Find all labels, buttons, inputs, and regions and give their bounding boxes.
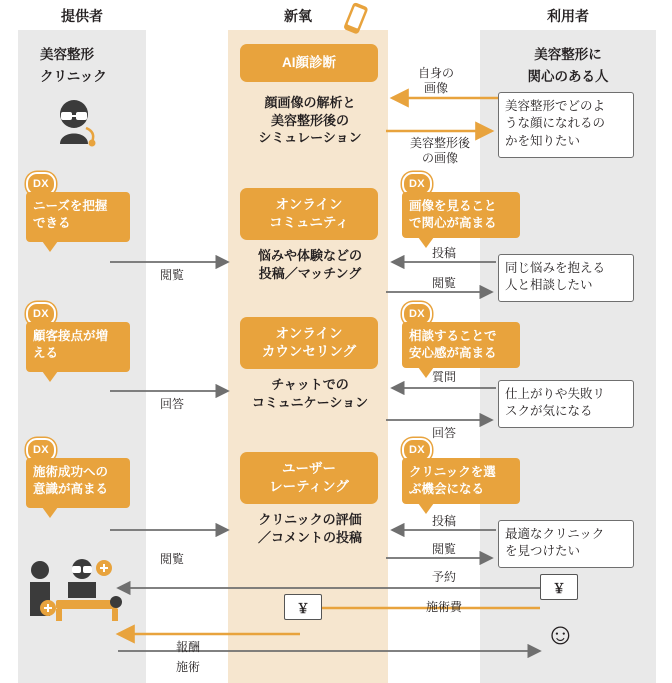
dx-badge-provider-2: DX: [26, 302, 56, 326]
yen-banknote-icon-user: ￥: [540, 574, 578, 600]
service-1-desc: [232, 94, 388, 147]
provider-callout-2-line1: 顧客接点が増: [33, 329, 109, 343]
arrow-label-reward: 報酬: [175, 640, 200, 654]
arrow-label-answer-left: 回答: [159, 397, 184, 411]
service-3-title-line2: カウンセリング: [261, 344, 357, 359]
service-2-desc-line2: 投稿／マッチング: [258, 265, 362, 281]
user-callout-3-line1: クリニックを選: [409, 465, 496, 479]
dx-badge-provider-3: DX: [26, 438, 56, 462]
arrow-label-browse-left-2: 閲覧: [159, 552, 184, 566]
arrow-label-reserve: 予約: [431, 570, 456, 584]
dx-badge-user-2: DX: [402, 302, 432, 326]
service-box-3[interactable]: [240, 317, 378, 369]
provider-callout-1-line2: できる: [33, 216, 71, 231]
provider-callout-2-line2: える: [33, 346, 59, 361]
service-3-desc: [228, 376, 392, 411]
service-box-4[interactable]: [240, 452, 378, 504]
provider-actor-label-line1: 美容整形: [40, 47, 94, 62]
callout-tail: [42, 507, 58, 518]
arrow-label-browse-right-1: 閲覧: [431, 276, 456, 290]
arrow-label-browse-left-1: 閲覧: [159, 268, 184, 282]
column-header-shinyo: 新氧: [284, 8, 312, 24]
user-callout-2[interactable]: [402, 322, 520, 368]
dx-badge-user-3: DX: [402, 438, 432, 462]
service-3-desc-line1: チャットでの: [271, 377, 349, 392]
service-1-desc-line3: シミュレーション: [258, 130, 362, 146]
callout-tail: [42, 241, 58, 252]
arrow-label-after-image-line1: 美容整形後: [409, 136, 470, 150]
arrow-label-self-image: [400, 66, 472, 96]
column-header-provider: 提供者: [61, 8, 103, 24]
callout-tail: [42, 371, 58, 382]
user-callout-1-line1: 画像を見ること: [409, 199, 497, 213]
smiley-face-icon: ☺: [545, 618, 576, 651]
user-box-2-line2: 人と相談したい: [505, 278, 593, 293]
provider-callout-3-line2: 意識が高まる: [33, 482, 109, 497]
provider-callout-2[interactable]: [26, 322, 130, 372]
service-4-desc: [230, 511, 390, 546]
patient-on-bed-icon: [20, 556, 140, 626]
service-3-title-line1: オンライン: [275, 326, 343, 342]
service-1-title: AI顔診断: [282, 55, 336, 71]
column-header-user: 利用者: [547, 8, 589, 24]
service-box-1[interactable]: [240, 44, 378, 82]
service-2-desc: [232, 247, 388, 282]
service-2-title-line1: オンライン: [275, 197, 343, 213]
dx-badge-user-1: DX: [402, 172, 432, 196]
arrow-label-treatment: 施術: [175, 660, 200, 674]
arrow-label-browse-right-2: 閲覧: [431, 542, 456, 556]
arrow-label-after-image-line2: の画像: [421, 151, 458, 165]
service-2-title-line2: コミュニティ: [269, 215, 349, 230]
user-actor-label-line1: 美容整形に: [534, 47, 602, 62]
provider-callout-1-line1: ニーズを把握: [33, 199, 108, 213]
user-box-4-line1: 最適なクリニック: [505, 527, 605, 541]
callout-tail: [418, 503, 434, 514]
arrow-label-after-image: [392, 136, 488, 166]
provider-callout-3[interactable]: [26, 458, 130, 508]
dx-badge-provider-1: DX: [26, 172, 56, 196]
provider-callout-1[interactable]: [26, 192, 130, 242]
service-4-title-line2: レーティング: [269, 479, 349, 494]
arrow-label-post-1: 投稿: [431, 246, 456, 260]
user-callout-1-line2: で関心が高まる: [409, 216, 497, 231]
service-2-desc-line1: 悩みや体験などの: [257, 248, 362, 263]
user-callout-1[interactable]: [402, 192, 520, 238]
user-box-4[interactable]: [498, 520, 634, 568]
user-callout-2-line1: 相談することで: [409, 329, 497, 343]
provider-actor-label-line2: クリニック: [40, 69, 107, 84]
provider-callout-3-line1: 施術成功への: [33, 465, 109, 479]
user-callout-3[interactable]: [402, 458, 520, 504]
arrow-label-self-image-line2: 画像: [423, 81, 448, 95]
service-4-title-line1: ユーザー: [282, 461, 336, 477]
arrow-label-treatment-fee: 施術費: [425, 600, 462, 614]
user-box-1-line2: うな顔になれるの: [505, 116, 606, 131]
service-4-desc-line2: ／コメントの投稿: [257, 529, 362, 545]
user-callout-3-line2: ぶ機会になる: [409, 482, 485, 497]
arrow-label-answer-right: 回答: [431, 426, 456, 440]
service-4-desc-line1: クリニックの評価: [258, 512, 362, 527]
service-box-2[interactable]: [240, 188, 378, 240]
user-actor-label-line2: 関心のある人: [527, 69, 609, 84]
service-3-desc-line2: コミュニケーション: [251, 394, 369, 410]
arrow-label-post-2: 投稿: [431, 514, 456, 528]
service-1-desc-line1: 顔画像の解析と: [264, 95, 356, 110]
arrow-label-question: 質問: [431, 370, 456, 384]
user-box-4-line2: を見つけたい: [505, 544, 581, 559]
smartphone-icon: [340, 2, 362, 32]
user-box-1-line1: 美容整形でどのよ: [505, 99, 606, 113]
user-box-1-line3: かを知りたい: [505, 133, 581, 148]
user-callout-2-line2: 安心感が高まる: [409, 346, 497, 361]
user-box-2[interactable]: [498, 254, 634, 302]
doctor-avatar-icon: [46, 92, 102, 148]
service-1-desc-line2: 美容整形後の: [270, 112, 349, 128]
arrow-label-self-image-line1: 自身の: [417, 66, 454, 80]
user-box-1[interactable]: [498, 92, 634, 158]
user-box-3-line1: 仕上がりや失敗リ: [505, 387, 606, 401]
user-box-3[interactable]: [498, 380, 634, 428]
yen-banknote-icon-center: ￥: [284, 594, 322, 620]
user-box-2-line1: 同じ悩みを抱える: [505, 261, 606, 275]
user-box-3-line2: スクが気になる: [505, 404, 593, 419]
